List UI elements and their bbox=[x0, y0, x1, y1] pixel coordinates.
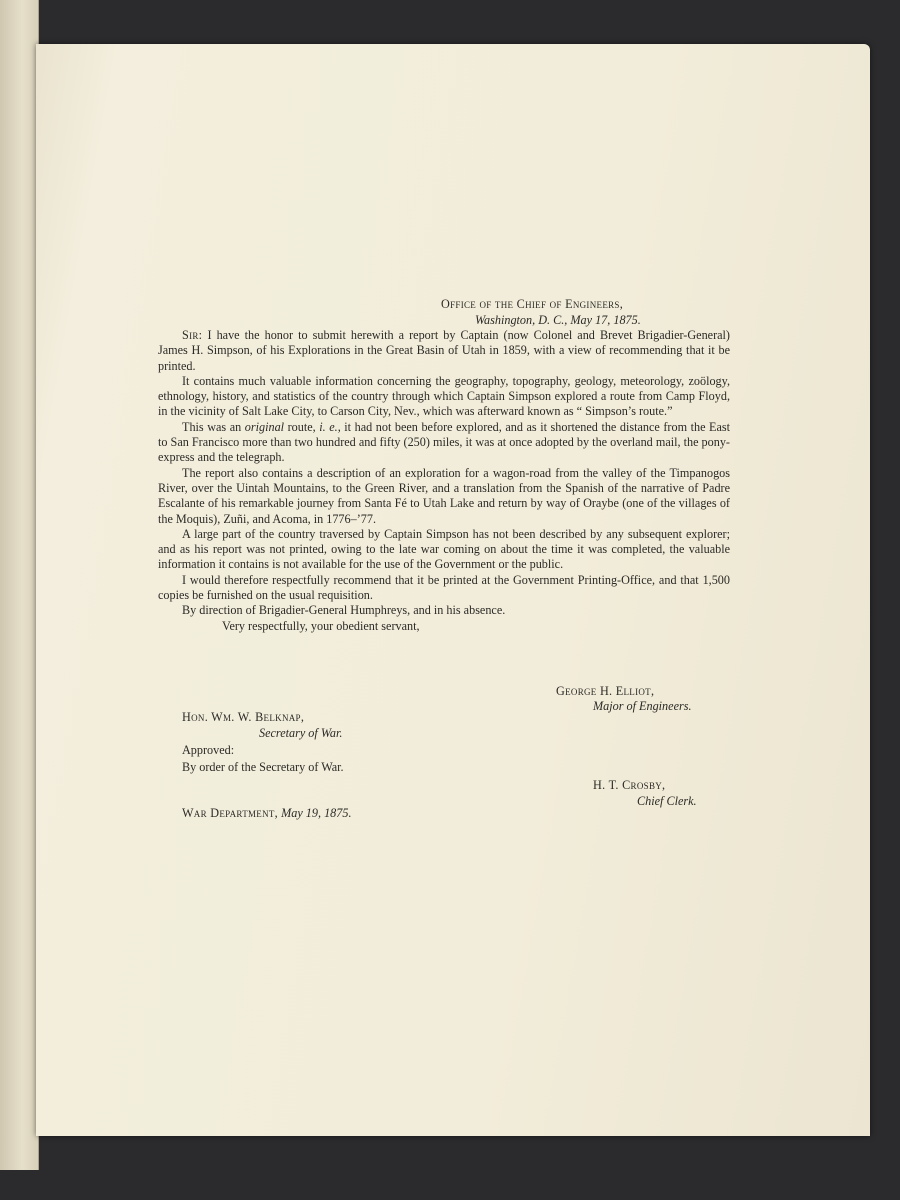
signer-name: George H. Elliot, bbox=[556, 684, 655, 698]
closing-line: Very respectfully, your obedient servant, bbox=[222, 618, 420, 633]
clerk-name: H. T. Crosby, bbox=[593, 778, 666, 792]
office-heading: Office of the Chief of Engineers, bbox=[441, 297, 624, 311]
war-department-label: War Department, bbox=[182, 806, 279, 820]
addressee-name: Hon. Wm. W. Belknap, bbox=[182, 710, 305, 724]
signer-title: Major of Engineers. bbox=[593, 699, 692, 713]
paragraph-3 bbox=[158, 420, 730, 466]
paragraph-3-c: , it had not been before explored, and as it shortened the distance from the East to San Francisco more than two hundred and fifty (250) miles, it was at once adopted by the overland mail, the pony-express and the telegraph. bbox=[158, 419, 731, 465]
war-department-date: May 19, 1875. bbox=[281, 806, 352, 820]
paragraph-3-original: original bbox=[244, 419, 285, 434]
letter-body bbox=[158, 328, 730, 634]
letter-dateline: Washington, D. C., May 17, 1875. bbox=[475, 313, 641, 327]
war-department-line bbox=[182, 806, 352, 821]
addressee-title: Secretary of War. bbox=[259, 726, 343, 740]
paragraph-3-b: route, bbox=[284, 419, 320, 434]
clerk-title: Chief Clerk. bbox=[637, 794, 697, 808]
paragraph-6: I would therefore respectfully recommend that it be printed at the Government Printing-Office, and that 1,500 copies be furnished on the usual requisition. bbox=[158, 572, 730, 603]
paragraph-2: It contains much valuable information concerning the geography, topography, geology, meteorology, zoölogy, ethnology, history, and statistics of the country through which Captain Simpson explored a route from Camp Floyd, in the vicinity of Salt Lake City, to Carson City, Nev., which was afterward known as “ Simpson’s route.” bbox=[158, 373, 730, 419]
paragraph-7: By direction of Brigadier-General Humphreys, and in his absence. bbox=[182, 603, 506, 618]
paragraph-5: A large part of the country traversed by Captain Simpson has not been described by any subsequent explorer; and as his report was not printed, owing to the late war coming on about the time it was completed, the valuable information it contains is not available for the use of the Government or the public. bbox=[158, 526, 730, 572]
paragraph-1 bbox=[158, 328, 730, 374]
paragraph-3-a: This was an bbox=[182, 419, 245, 434]
by-order-line: By order of the Secretary of War. bbox=[182, 760, 344, 774]
paragraph-1-text: I have the honor to submit herewith a report by Captain (now Colonel and Brevet Brigadier-General) James H. Simpson, of his Explorations in the Great Basin of Utah in 1859, with a view of recommending that it be printed. bbox=[158, 328, 730, 373]
approved-label: Approved: bbox=[182, 743, 235, 757]
facing-page-edge bbox=[0, 0, 39, 1170]
paragraph-4: The report also contains a description of an exploration for a wagon-road from the valley of the Timpanogos River, over the Uintah Mountains, to the Green River, and a translation from the Spanish of the narrative of Padre Escalante of his remarkable journey from Santa Fé to Utah Lake and return by way of Oraybe (one of the villages of the Moquis), Zuñi, and Acoma, in 1776–’77. bbox=[158, 465, 730, 526]
paragraph-3-ie: i. e. bbox=[319, 419, 338, 434]
salutation: Sir: bbox=[182, 328, 203, 342]
